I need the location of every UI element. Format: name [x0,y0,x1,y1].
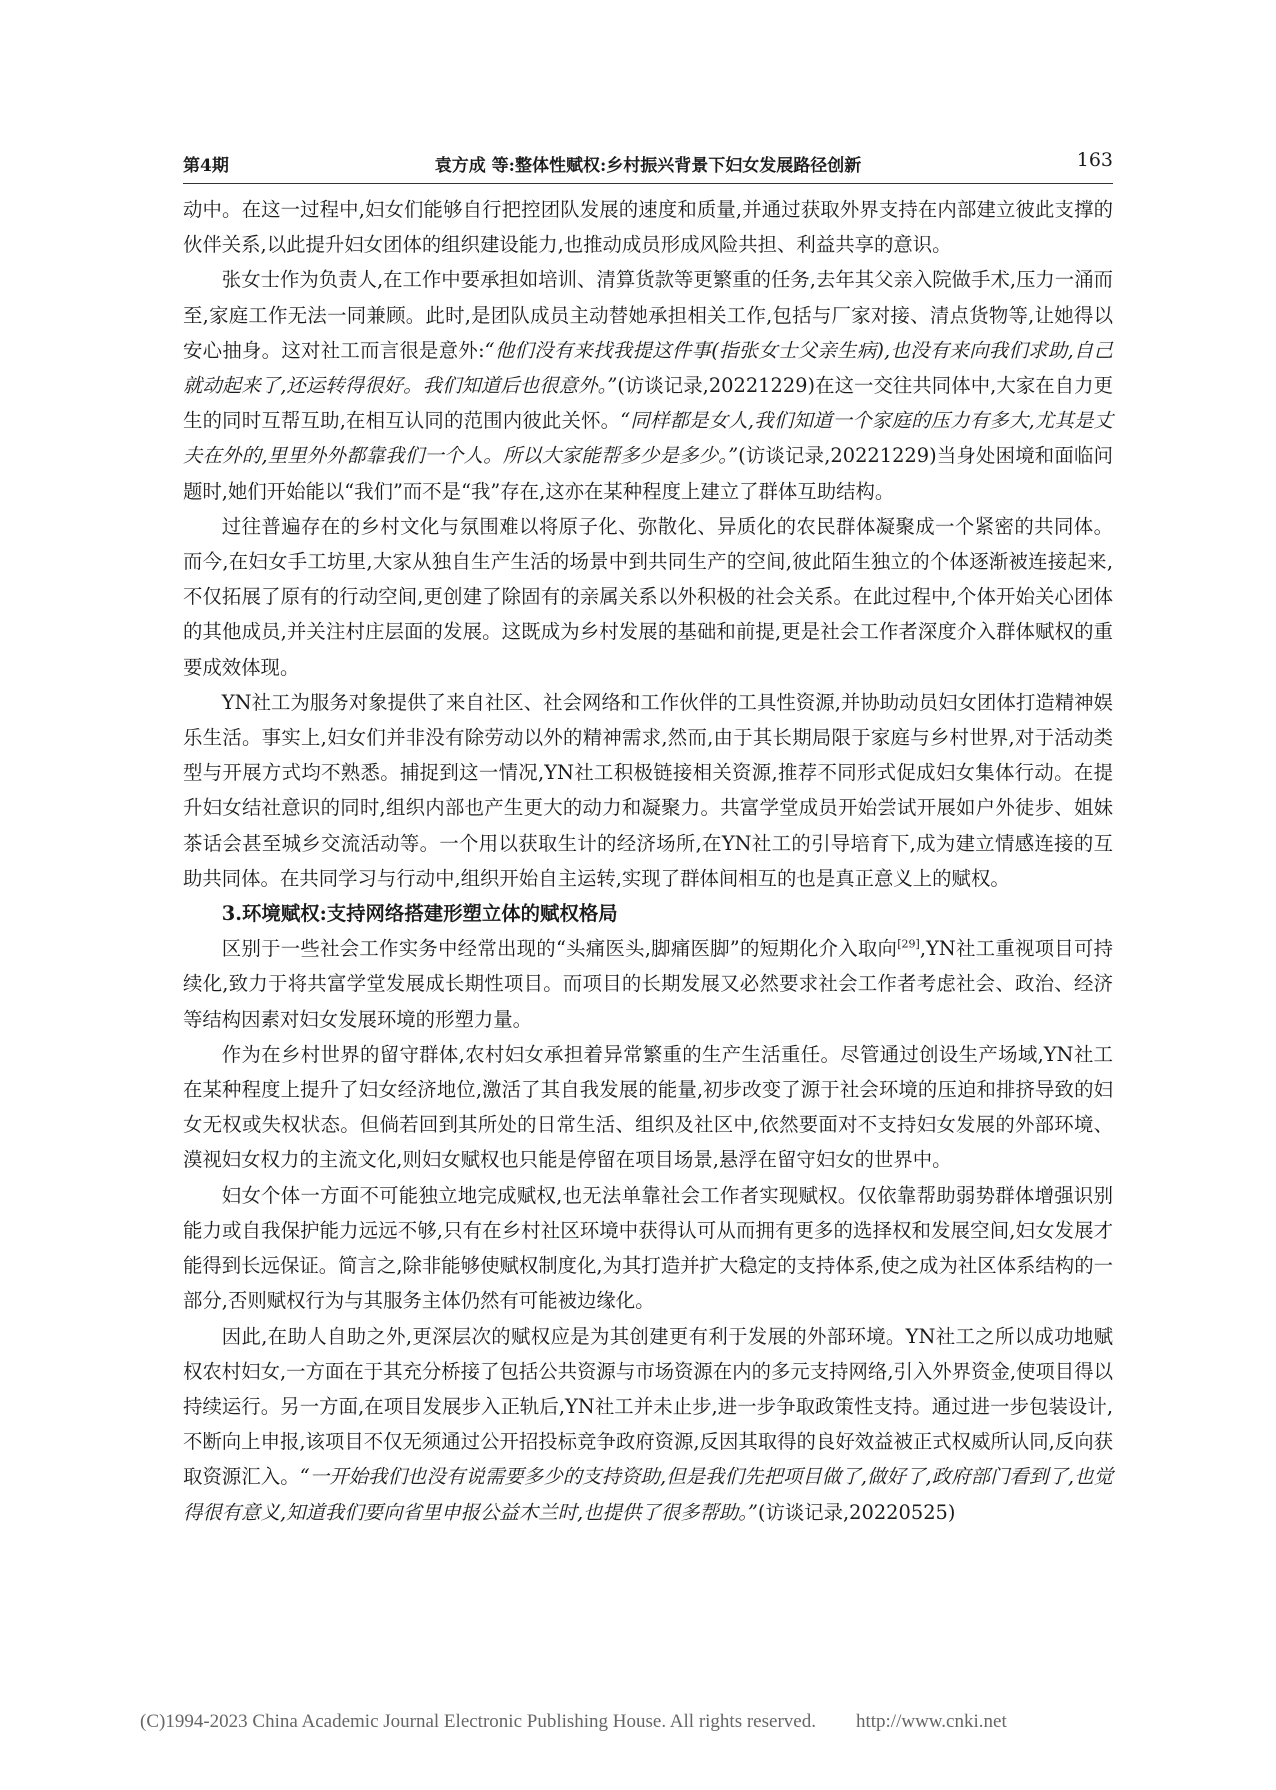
interview-quote-1: “他们没有来找我提这件事(指张女士父亲生病),也没有来向我们求助,自己就动起来了,还运转得很好。我们知道后也很意外。” [183,338,1113,398]
paragraph-5-text-a: 区别于一些社会工作实务中经常出现的“头痛医头,脚痛医脚”的短期化介入取向 [221,937,898,961]
paragraph-2-text-b: (访谈记录,20221229)在这一交往共同体中,大家在自力更生的同时互帮互助,在相互认同的范围内彼此关怀。 [183,374,1113,433]
interview-quote-2: “同样都是女人,我们知道一个家庭的压力有多大,尤其是丈夫在外的,里里外外都靠我们一个人。所以大家能帮多少是多少。” [183,409,1113,468]
interview-quote-3: “一开始我们也没有说需要多少的支持资助,但是我们先把项目做了,做好了,政府部门看到了,也觉得很有意义,知道我们要向省里申报公益木兰时,也提供了很多帮助。” [183,1465,1113,1524]
article-body [183,192,1113,1530]
paragraph-3: 过往普遍存在的乡村文化与氛围难以将原子化、弥散化、异质化的农民群体凝聚成一个紧密的共同体。而今,在妇女手工坊里,大家从独自生产生活的场景中到共同生产的空间,彼此陌生独立的个体逐渐被连接起来,不仅拓展了原有的行动空间,更创建了除固有的亲属关系以外积极的社会关系。在此过程中,个体开始关心团体的其他成员,并关注村庄层面的发展。这既成为乡村发展的基础和前提,更是社会工作者深度介入群体赋权的重要成效体现。 [183,514,1113,679]
paragraph-8 [183,1319,1113,1530]
page-number: 163 [1076,149,1113,171]
copyright-footer [140,1711,1007,1733]
paragraph-2-text-c: (访谈记录,20221229)当身处困境和面临问题时,她们开始能以“我们”而不是“我”存在,这亦在某种程度上建立了群体互助结构。 [183,444,1113,503]
copyright-text: (C)1994-2023 China Academic Journal Electronic Publishing House. All rights reserved. [140,1711,816,1732]
paragraph-7: 妇女个体一方面不可能独立地完成赋权,也无法单靠社会工作者实现赋权。仅依靠帮助弱势群体增强识别能力或自我保护能力远远不够,只有在乡村社区环境中获得认可从而拥有更多的选择权和发展空间,妇女发展才能得到长远保证。简言之,除非能够使赋权制度化,为其打造并扩大稳定的支持体系,使之成为社区体系结构的一部分,否则赋权行为与其服务主体仍然有可能被边缘化。 [183,1183,1113,1313]
paragraph-5 [183,931,1113,1037]
citation-ref: [29] [897,937,920,951]
paragraph-1: 动中。在这一过程中,妇女们能够自行把控团队发展的速度和质量,并通过获取外界支持在内部建立彼此支撑的伙伴关系,以此提升妇女团体的组织建设能力,也推动成员形成风险共担、利益共享的意识。 [183,198,1113,257]
paragraph-8-text-a: 因此,在助人自助之外,更深层次的赋权应是为其创建更有利于发展的外部环境。YN社工之所以成功地赋权农村妇女,一方面在于其充分桥接了包括公共资源与市场资源在内的多元支持网络,引入外界资金,使项目得以持续运行。另一方面,在项目发展步入正轨后,YN社工并未止步,进一步争取政策性支持。通过进一步包装设计,不断向上申报,该项目不仅无须通过公开招投标竞争政府资源,反因其取得的良好效益被正式权威所认同,反向获取资源汇入。 [183,1324,1113,1489]
running-header [183,147,1113,184]
issue-number: 第4期 [183,156,229,176]
paragraph-6: 作为在乡村世界的留守群体,农村妇女承担着异常繁重的生产生活重任。尽管通过创设生产场域,YN社工在某种程度上提升了妇女经济地位,激活了其自我发展的能量,初步改变了源于社会环境的压迫和排挤导致的妇女无权或失权状态。但倘若回到其所处的日常生活、组织及社区中,依然要面对不支持妇女发展的外部环境、漠视妇女权力的主流文化,则妇女赋权也只能是停留在项目场景,悬浮在留守妇女的世界中。 [183,1042,1113,1172]
paragraph-2 [183,262,1113,508]
paragraph-5-text-b: ,YN社工重视项目可持续化,致力于将共富学堂发展成长期性项目。而项目的长期发展又必然要求社会工作者考虑社会、政治、经济等结构因素对妇女发展环境的形塑力量。 [183,937,1113,1031]
section-heading: 3.环境赋权:支持网络搭建形塑立体的赋权格局 [221,902,618,926]
paragraph-2-text-a: 张女士作为负责人,在工作中要承担如培训、清算货款等更繁重的任务,去年其父亲入院做手术,压力一涌而至,家庭工作无法一同兼顾。此时,是团队成员主动替她承担相关工作,包括与厂家对接、清点货物等,让她得以安心抽身。这对社工而言很是意外: [183,268,1113,362]
paragraph-8-text-b: (访谈记录,20220525) [757,1500,956,1524]
paragraph-4: YN社工为服务对象提供了来自社区、社会网络和工作伙伴的工具性资源,并协助动员妇女团体打造精神娱乐生活。事实上,妇女们并非没有除劳动以外的精神需求,然而,由于其长期局限于家庭与乡村世界,对于活动类型与开展方式均不熟悉。捕捉到这一情况,YN社工积极链接相关资源,推荐不同形式促成妇女集体行动。在提升妇女结社意识的同时,组织内部也产生更大的动力和凝聚力。共富学堂成员开始尝试开展如户外徒步、姐妹茶话会甚至城乡交流活动等。一个用以获取生计的经济场所,在YN社工的引导培育下,成为建立情感连接的互助共同体。在共同学习与行动中,组织开始自主运转,实现了群体间相互的也是真正意义上的赋权。 [183,690,1113,890]
footer-url: http://www.cnki.net [855,1711,1007,1732]
running-title: 袁方成 等:整体性赋权:乡村振兴背景下妇女发展路径创新 [434,156,862,176]
